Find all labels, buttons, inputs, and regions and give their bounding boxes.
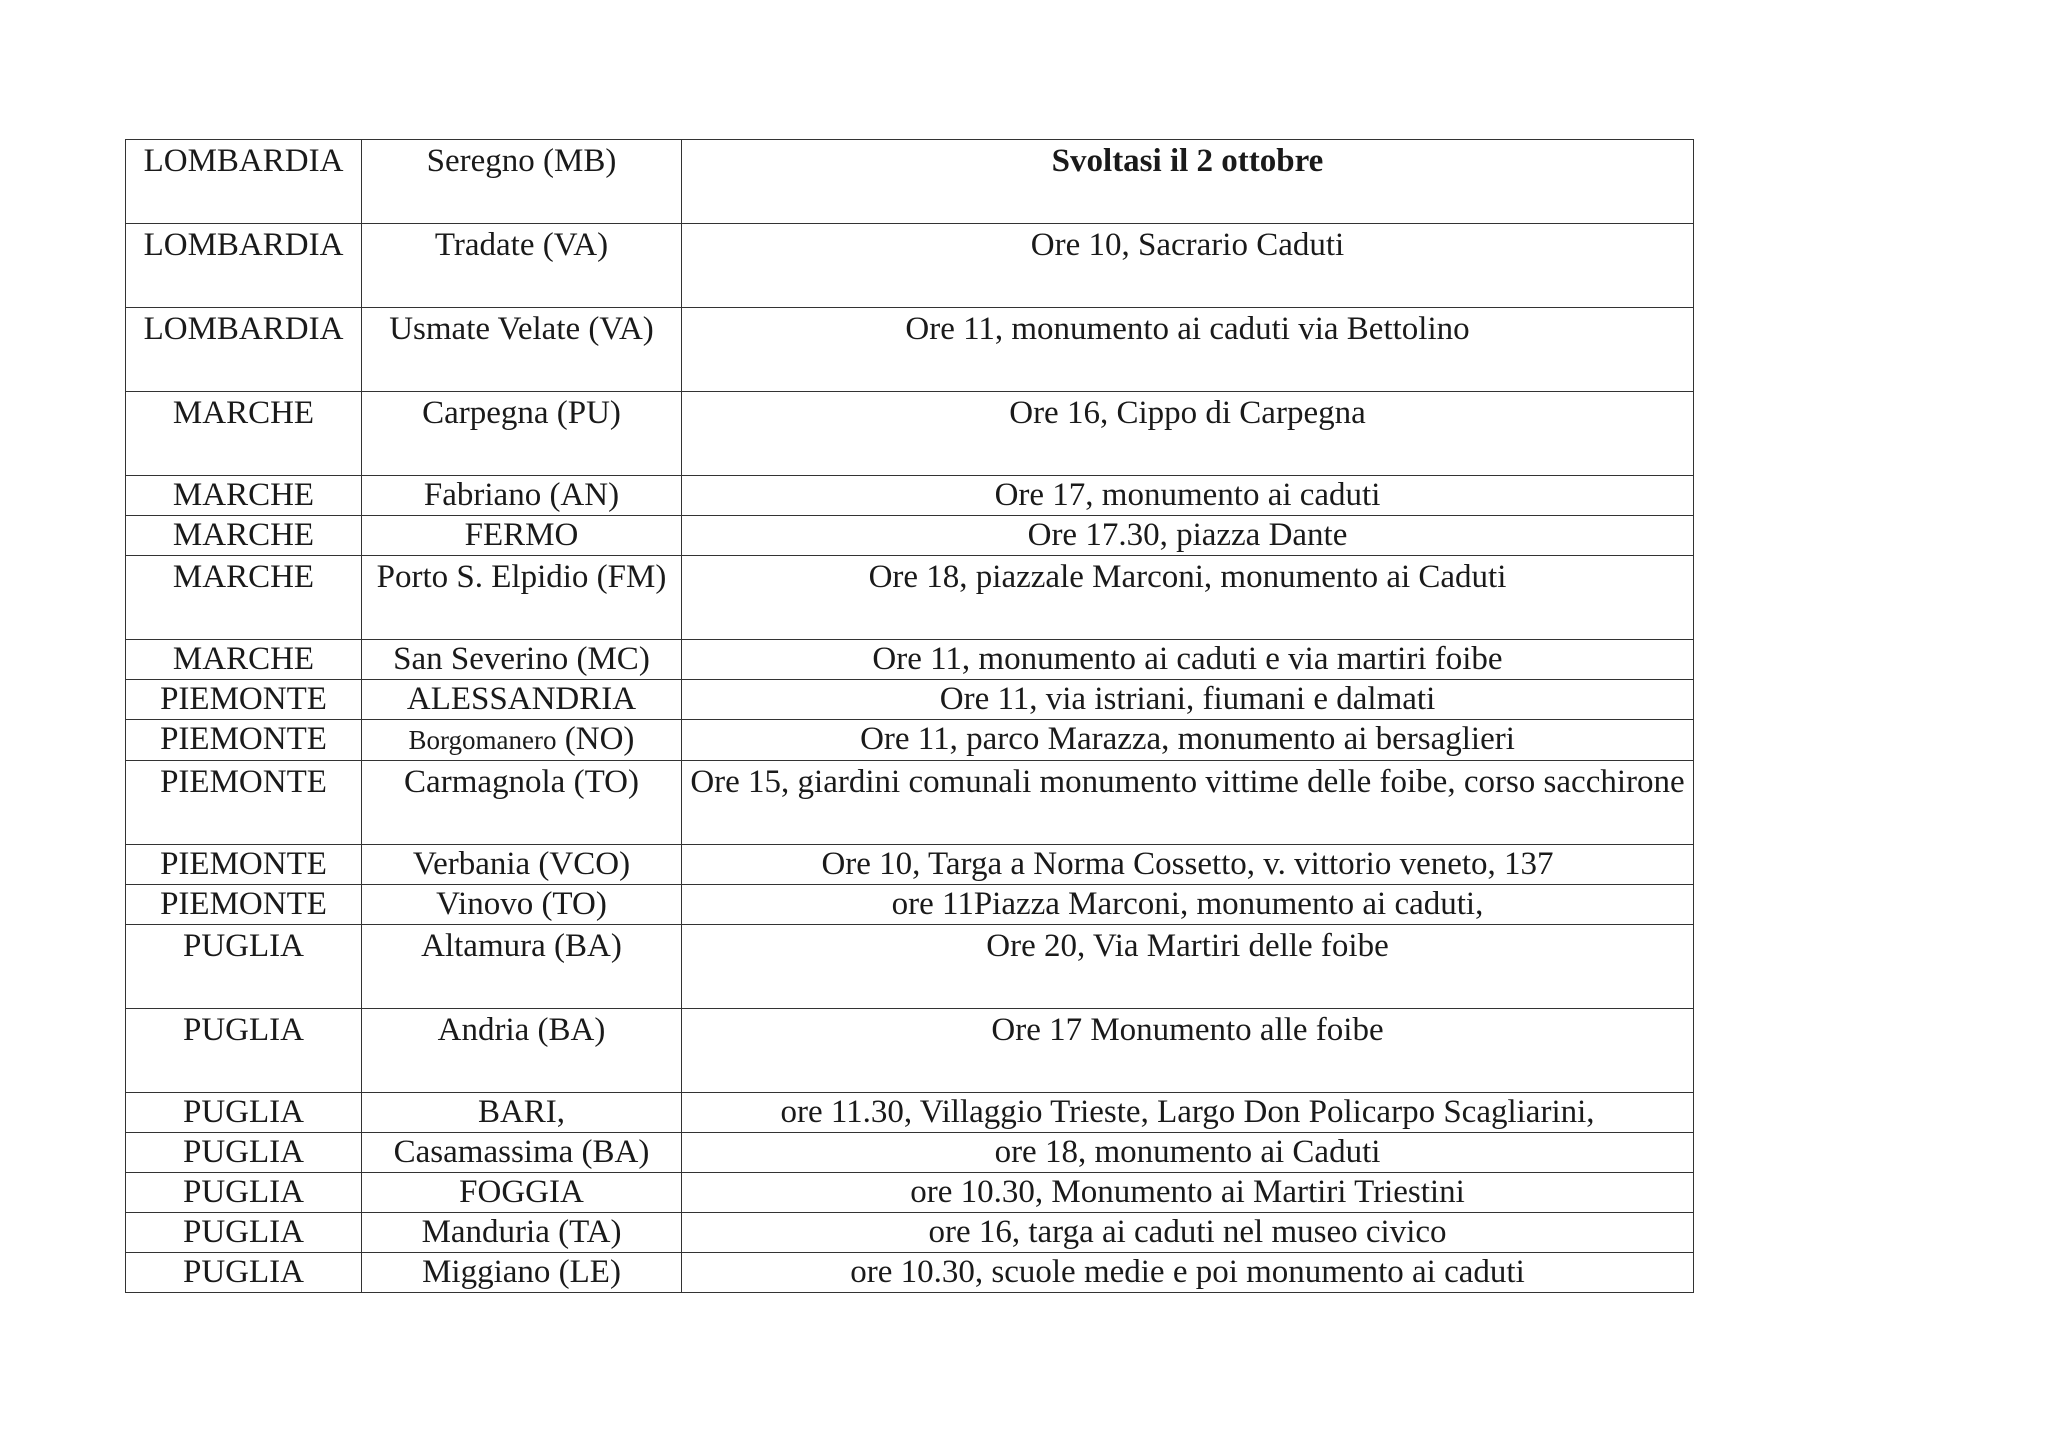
table-row xyxy=(126,1133,1694,1173)
city-cell: ALESSANDRIA xyxy=(362,680,682,720)
table-row xyxy=(126,1173,1694,1213)
description-cell: ore 11Piazza Marconi, monumento ai caduti, xyxy=(682,885,1694,925)
table-row xyxy=(126,885,1694,925)
region-cell: PUGLIA xyxy=(126,1253,362,1293)
city-cell: FERMO xyxy=(362,516,682,556)
description-cell: Ore 17.30, piazza Dante xyxy=(682,516,1694,556)
description-cell: ore 16, targa ai caduti nel museo civico xyxy=(682,1213,1694,1253)
description-cell: Ore 15, giardini comunali monumento vittime delle foibe, corso sacchirone xyxy=(682,761,1694,845)
description-cell: Ore 10, Targa a Norma Cossetto, v. vittorio veneto, 137 xyxy=(682,845,1694,885)
description-cell: Ore 11, parco Marazza, monumento ai bersaglieri xyxy=(682,720,1694,761)
region-cell: MARCHE xyxy=(126,556,362,640)
description-cell: Ore 20, Via Martiri delle foibe xyxy=(682,925,1694,1009)
city-cell xyxy=(362,720,682,761)
description-cell: ore 11.30, Villaggio Trieste, Largo Don Policarpo Scagliarini, xyxy=(682,1093,1694,1133)
table-row xyxy=(126,516,1694,556)
region-cell: LOMBARDIA xyxy=(126,224,362,308)
table-row xyxy=(126,556,1694,640)
description-cell: Ore 11, via istriani, fiumani e dalmati xyxy=(682,680,1694,720)
table-row xyxy=(126,140,1694,224)
region-cell: MARCHE xyxy=(126,640,362,680)
description-cell: ore 10.30, Monumento ai Martiri Triestini xyxy=(682,1173,1694,1213)
table-row xyxy=(126,1009,1694,1093)
region-cell: PIEMONTE xyxy=(126,680,362,720)
city-cell: BARI, xyxy=(362,1093,682,1133)
table-row xyxy=(126,392,1694,476)
region-cell: MARCHE xyxy=(126,392,362,476)
table-row xyxy=(126,640,1694,680)
table-row xyxy=(126,1213,1694,1253)
description-cell: Ore 10, Sacrario Caduti xyxy=(682,224,1694,308)
region-cell: MARCHE xyxy=(126,516,362,556)
description-cell: Ore 17 Monumento alle foibe xyxy=(682,1009,1694,1093)
description-cell: Svoltasi il 2 ottobre xyxy=(682,140,1694,224)
city-cell: FOGGIA xyxy=(362,1173,682,1213)
city-cell: Casamassima (BA) xyxy=(362,1133,682,1173)
table-row xyxy=(126,1253,1694,1293)
city-cell: Seregno (MB) xyxy=(362,140,682,224)
region-cell: LOMBARDIA xyxy=(126,308,362,392)
city-cell: Porto S. Elpidio (FM) xyxy=(362,556,682,640)
city-cell: Tradate (VA) xyxy=(362,224,682,308)
city-province: (NO) xyxy=(556,721,635,757)
region-cell: PUGLIA xyxy=(126,925,362,1009)
description-cell: ore 18, monumento ai Caduti xyxy=(682,1133,1694,1173)
table-row xyxy=(126,925,1694,1009)
city-cell: San Severino (MC) xyxy=(362,640,682,680)
region-cell: PIEMONTE xyxy=(126,885,362,925)
table-row xyxy=(126,845,1694,885)
region-cell: PIEMONTE xyxy=(126,845,362,885)
description-cell: Ore 11, monumento ai caduti via Bettolino xyxy=(682,308,1694,392)
city-cell: Usmate Velate (VA) xyxy=(362,308,682,392)
table-row xyxy=(126,476,1694,516)
table-row xyxy=(126,224,1694,308)
description-cell: Ore 16, Cippo di Carpegna xyxy=(682,392,1694,476)
region-cell: PUGLIA xyxy=(126,1133,362,1173)
region-cell: PUGLIA xyxy=(126,1173,362,1213)
city-cell: Andria (BA) xyxy=(362,1009,682,1093)
description-cell: ore 10.30, scuole medie e poi monumento ai caduti xyxy=(682,1253,1694,1293)
table-row xyxy=(126,720,1694,761)
events-table xyxy=(125,139,1694,1293)
city-cell: Miggiano (LE) xyxy=(362,1253,682,1293)
region-cell: PUGLIA xyxy=(126,1093,362,1133)
table-row xyxy=(126,308,1694,392)
table-row xyxy=(126,1093,1694,1133)
description-cell: Ore 11, monumento ai caduti e via martiri foibe xyxy=(682,640,1694,680)
table-row xyxy=(126,761,1694,845)
region-cell: PIEMONTE xyxy=(126,720,362,761)
region-cell: PUGLIA xyxy=(126,1213,362,1253)
region-cell: PIEMONTE xyxy=(126,761,362,845)
description-cell: Ore 17, monumento ai caduti xyxy=(682,476,1694,516)
region-cell: LOMBARDIA xyxy=(126,140,362,224)
region-cell: PUGLIA xyxy=(126,1009,362,1093)
description-cell: Ore 18, piazzale Marconi, monumento ai Caduti xyxy=(682,556,1694,640)
city-cell: Carpegna (PU) xyxy=(362,392,682,476)
city-cell: Fabriano (AN) xyxy=(362,476,682,516)
city-cell: Manduria (TA) xyxy=(362,1213,682,1253)
city-name: Borgomanero xyxy=(408,725,557,755)
city-cell: Carmagnola (TO) xyxy=(362,761,682,845)
city-cell: Vinovo (TO) xyxy=(362,885,682,925)
region-cell: MARCHE xyxy=(126,476,362,516)
table-row xyxy=(126,680,1694,720)
city-cell: Verbania (VCO) xyxy=(362,845,682,885)
city-cell: Altamura (BA) xyxy=(362,925,682,1009)
